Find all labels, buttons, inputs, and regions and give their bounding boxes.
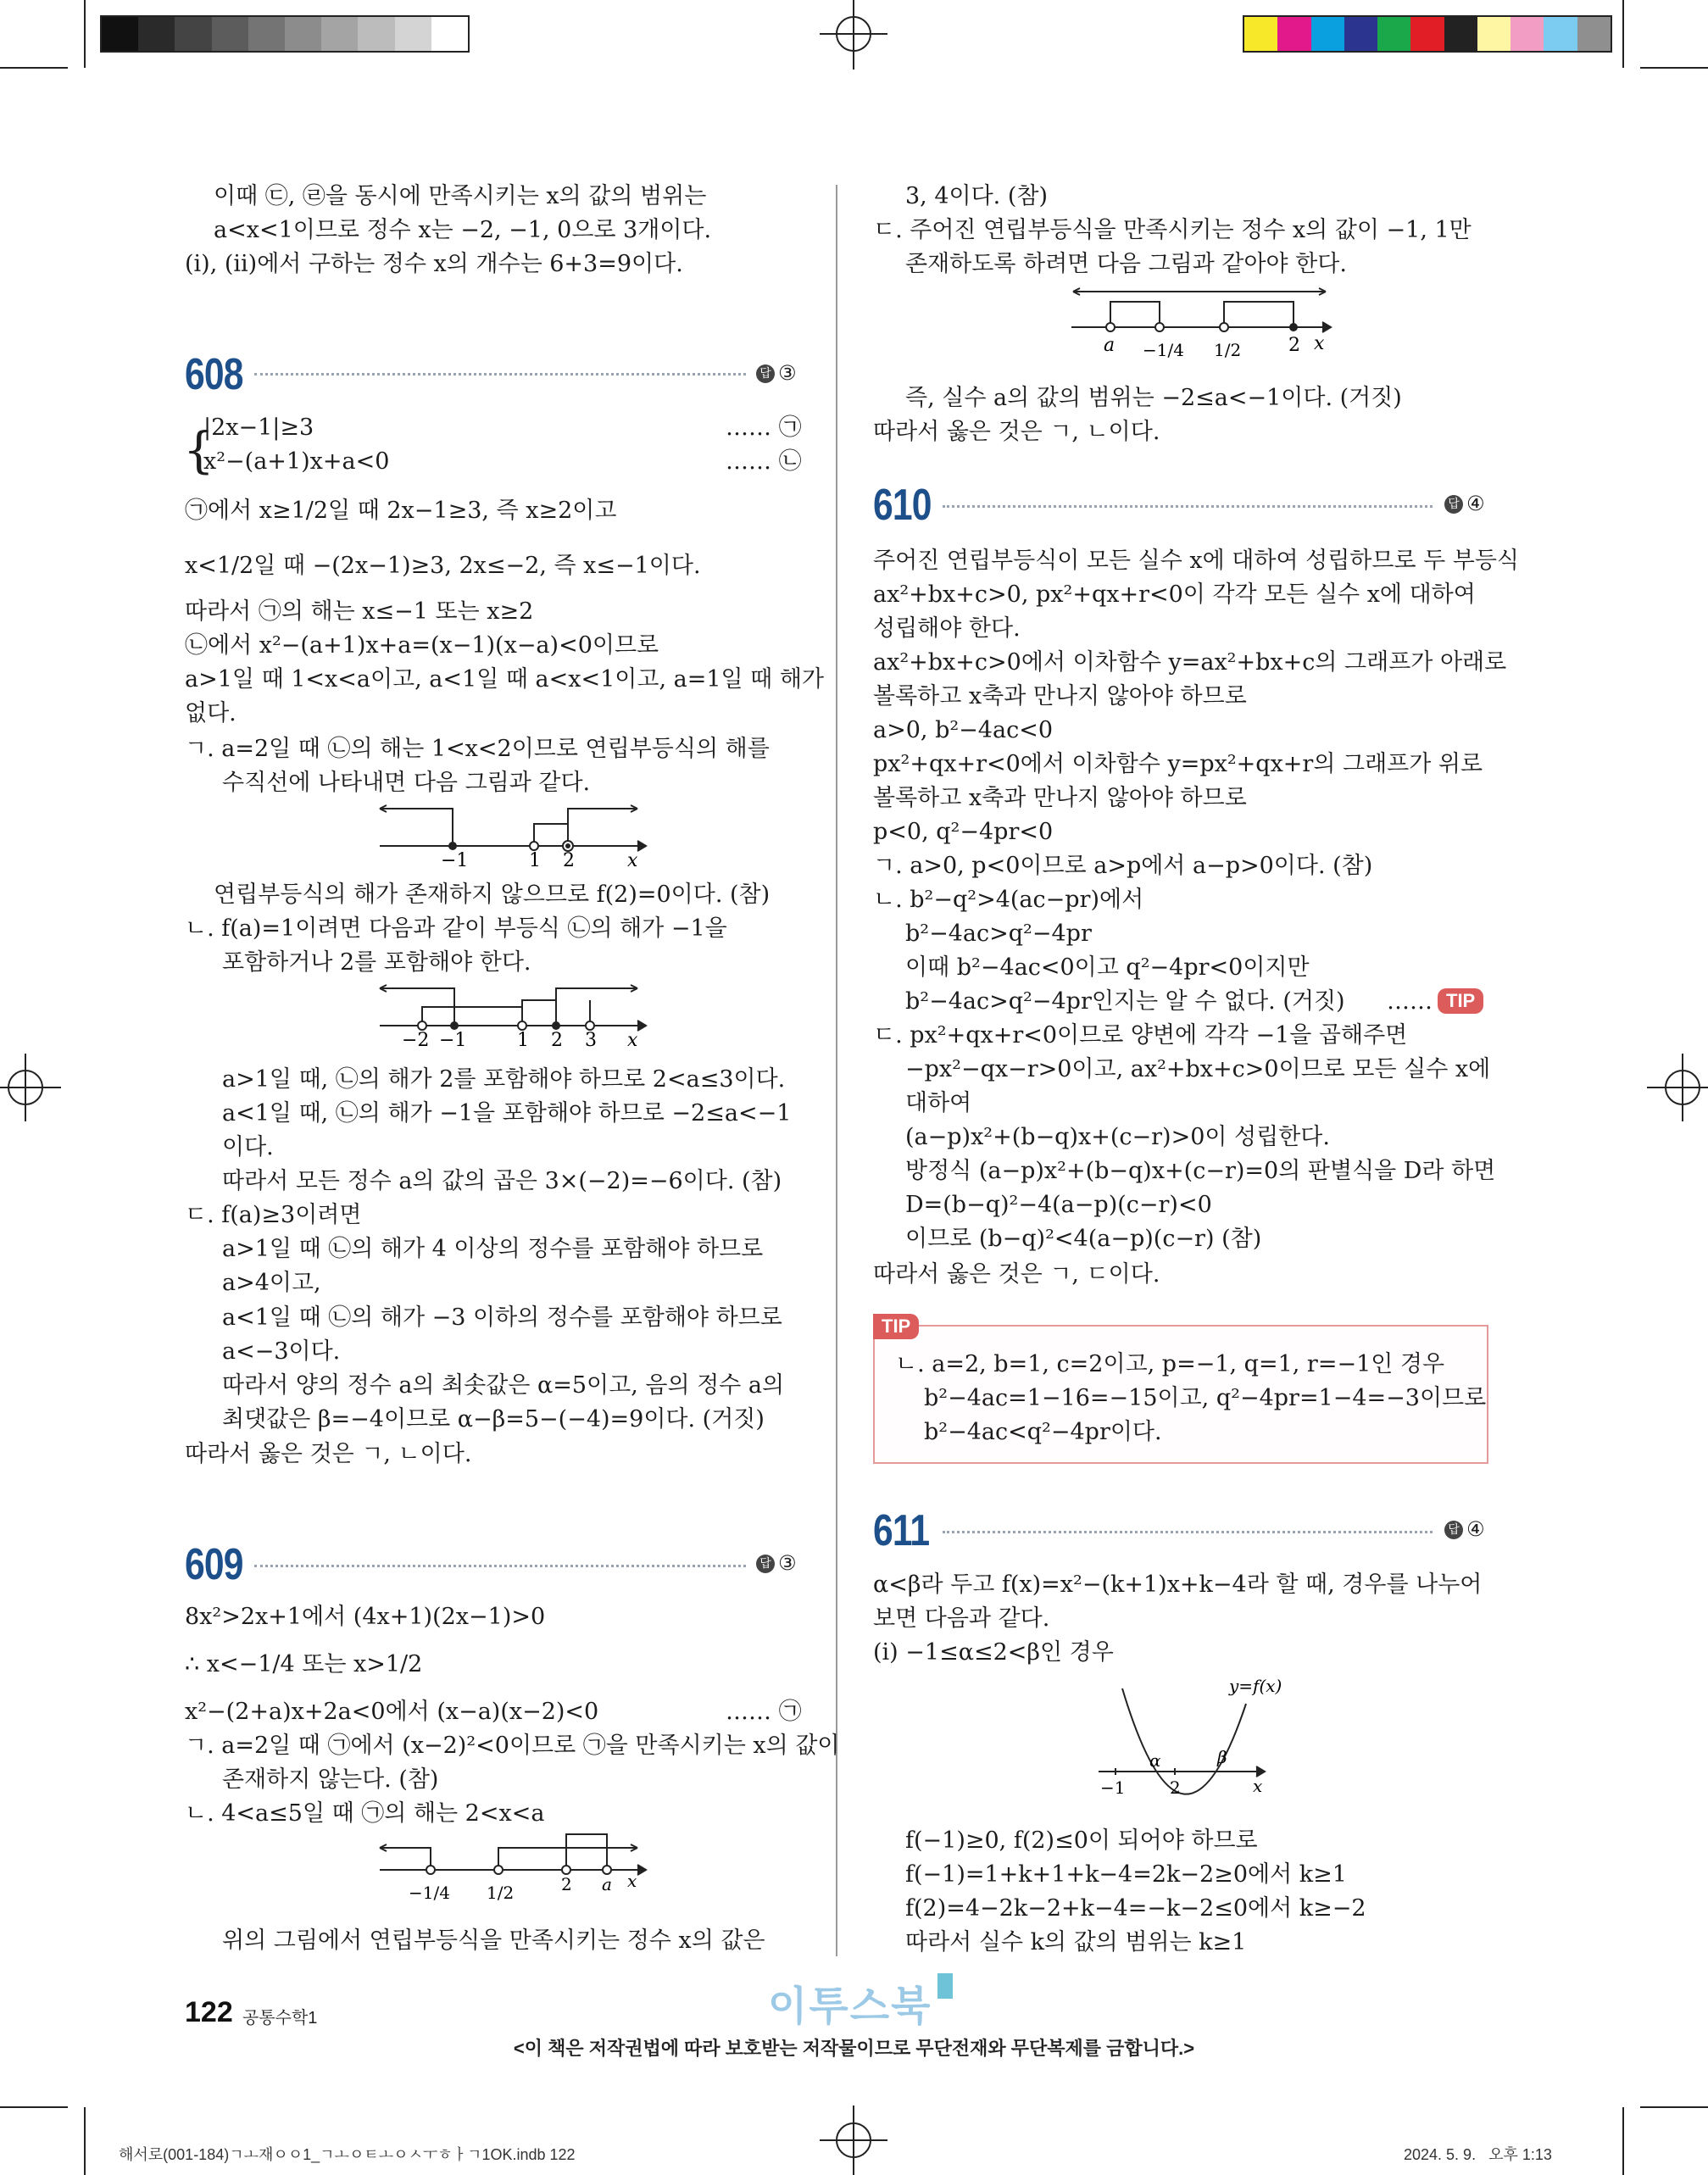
- solution-line: px²+qx+r<0에서 이차함수 y=px²+qx+r의 그래프가 위로: [873, 751, 1483, 777]
- tick-label: 1/2: [1214, 340, 1242, 360]
- solution-line: ㉡에서 x²−(a+1)x+a=(x−1)(x−a)<0이므로: [185, 632, 659, 659]
- logo-text: 이투스북: [768, 1984, 932, 2029]
- intro-line: 이때 ㉢, ㉣을 동시에 만족시키는 x의 값의 범위는: [214, 183, 707, 209]
- solution-line: 8x²>2x+1에서 (4x+1)(2x−1)>0: [185, 1604, 546, 1630]
- solution-line: f(−1)=1+k+1+k−4=2k−2≥0에서 k≥1: [905, 1861, 1347, 1888]
- parabola-graph: [1093, 1672, 1288, 1821]
- solution-line: 최댓값은 β=−4이므로 α−β=5−(−4)=9이다. (거짓): [222, 1406, 765, 1432]
- tick-label: −1/4: [1143, 340, 1184, 360]
- tick-label: 2: [563, 850, 575, 870]
- solution-line: ㄷ. f(a)≥3이려면: [185, 1202, 362, 1228]
- solution-line: ㉠에서 x≥1/2일 때 2x−1≥3, 즉 x≥2이고: [185, 498, 617, 524]
- problem-number-610: 610: [873, 481, 932, 530]
- solution-line: 볼록하고 x축과 만나지 않아야 하므로: [873, 683, 1247, 709]
- solution-line: a<−3이다.: [222, 1338, 341, 1365]
- solution-line: 따라서 옳은 것은 ㄱ, ㄴ이다.: [185, 1441, 472, 1467]
- tick-label: 3: [585, 1030, 597, 1049]
- answer-label-icon: 답: [1444, 495, 1463, 514]
- graph-label: 2: [1170, 1777, 1181, 1798]
- answer-value: ④: [1466, 492, 1485, 515]
- tip-line: ㄴ. a=2, b=1, c=2이고, p=−1, q=1, r=−1인 경우: [895, 1351, 1445, 1377]
- publisher-logo: [768, 1973, 953, 2032]
- solution-line: 따라서 양의 정수 a의 최솟값은 α=5이고, 음의 정수 a의: [222, 1372, 785, 1399]
- number-line-figure-609: [373, 1831, 653, 1916]
- solution-line: ax²+bx+c>0에서 이차함수 y=ax²+bx+c의 그래프가 아래로: [873, 649, 1507, 676]
- tick-label: 1: [529, 850, 541, 870]
- intro-line: a<x<1이므로 정수 x는 −2, −1, 0으로 3개이다.: [214, 217, 712, 243]
- tip-line: b²−4ac=1−16=−15이고, q²−4pr=1−4=−3이므로: [924, 1385, 1487, 1411]
- graph-label: α: [1149, 1750, 1161, 1771]
- answer-value: ③: [778, 1551, 797, 1575]
- solution-line: 따라서 옳은 것은 ㄱ, ㄷ이다.: [873, 1261, 1160, 1288]
- continued-line: 존재하도록 하려면 다음 그림과 같아야 한다.: [905, 251, 1347, 277]
- solution-line: 이다.: [222, 1134, 274, 1160]
- tip-marker: ……: [1387, 988, 1433, 1015]
- solution-line: x<1/2일 때 −(2x−1)≥3, 2x≤−2, 즉 x≤−1이다.: [185, 553, 701, 579]
- solution-line: b²−4ac>q²−4pr인지는 알 수 없다. (거짓): [905, 988, 1345, 1015]
- solution-line: 성립해야 한다.: [873, 615, 1021, 642]
- continued-line: 즉, 실수 a의 값의 범위는 −2≤a<−1이다. (거짓): [905, 385, 1402, 411]
- tick-label: a: [1104, 335, 1115, 356]
- header-dots: [254, 373, 746, 375]
- tick-label: −2: [402, 1030, 430, 1049]
- solution-line: 따라서 모든 정수 a의 값의 곱은 3×(−2)=−6이다. (참): [222, 1168, 782, 1194]
- answer-610: [1444, 492, 1485, 515]
- solution-line: a<1일 때, ㉡의 해가 −1을 포함해야 하므로 −2≤a<−1: [222, 1100, 792, 1126]
- solution-line: ∴ x<−1/4 또는 x>1/2: [185, 1651, 423, 1677]
- system-line: x²−(a+1)x+a<0: [203, 448, 390, 475]
- number-line-figure-1: [373, 802, 653, 870]
- number-line-figure-right: [1065, 283, 1344, 376]
- solution-line: a>0, b²−4ac<0: [873, 717, 1053, 743]
- solution-line: 보면 다음과 같다.: [873, 1605, 1050, 1632]
- solution-line: ㄴ. b²−q²>4(ac−pr)에서: [873, 887, 1144, 913]
- solution-line: ㄱ. a>0, p<0이므로 a>p에서 a−p>0이다. (참): [873, 853, 1373, 879]
- solution-line: −px²−qx−r>0이고, ax²+bx+c>0이므로 모든 실수 x에: [905, 1056, 1491, 1082]
- tick-label: x: [1314, 333, 1325, 354]
- tick-label: −1/4: [409, 1883, 450, 1903]
- solution-line: 존재하지 않는다. (참): [222, 1766, 439, 1793]
- solution-line: ㄱ. a=2일 때 ㉠에서 (x−2)²<0이므로 ㉠을 만족시키는 x의 값이: [185, 1733, 840, 1759]
- timestamp: 2024. 5. 9. 오후 1:13: [1404, 2146, 1552, 2163]
- solution-line: 주어진 연립부등식이 모든 실수 x에 대하여 성립하므로 두 부등식: [873, 548, 1520, 574]
- solution-line: 수직선에 나타내면 다음 그림과 같다.: [222, 770, 591, 796]
- graph-label: β: [1217, 1747, 1227, 1767]
- continued-line: 따라서 옳은 것은 ㄱ, ㄴ이다.: [873, 419, 1160, 445]
- answer-value: ④: [1466, 1517, 1485, 1541]
- solution-line: ㄷ. px²+qx+r<0이므로 양변에 각각 −1을 곱해주면: [873, 1022, 1408, 1049]
- marker: …… ㉠: [726, 414, 802, 441]
- solution-line: 연립부등식의 해가 존재하지 않으므로 f(2)=0이다. (참): [214, 882, 771, 908]
- solution-line: x²−(2+a)x+2a<0에서 (x−a)(x−2)<0: [185, 1699, 599, 1725]
- tip-badge: TIP: [1438, 988, 1483, 1014]
- solution-line: ㄴ. f(a)=1이려면 다음과 같이 부등식 ㉡의 해가 −1을: [185, 915, 727, 942]
- column-divider: [836, 185, 837, 1956]
- tip-box-label: TIP: [873, 1314, 919, 1339]
- tick-label: 2: [1288, 335, 1300, 356]
- problem-number-611: 611: [873, 1506, 930, 1555]
- number-line-figure-2: [373, 982, 653, 1049]
- header-dots: [943, 505, 1433, 508]
- solution-line: 방정식 (a−p)x²+(b−q)x+(c−r)=0의 판별식을 D라 하면: [905, 1158, 1496, 1184]
- solution-line: 이때 b²−4ac<0이고 q²−4pr<0이지만: [905, 954, 1310, 981]
- tick-label: 1/2: [487, 1883, 515, 1903]
- solution-line: a>1일 때, ㉡의 해가 2를 포함해야 하므로 2<a≤3이다.: [222, 1066, 786, 1093]
- brace-icon: {: [183, 421, 214, 479]
- solution-line: α<β라 두고 f(x)=x²−(k+1)x+k−4라 할 때, 경우를 나누어: [873, 1571, 1483, 1598]
- solution-line: ㄴ. 4<a≤5일 때 ㉠의 해는 2<x<a: [185, 1800, 545, 1827]
- solution-line: 대하여: [905, 1090, 972, 1116]
- answer-609: [756, 1551, 797, 1575]
- solution-line: f(−1)≥0, f(2)≤0이 되어야 하므로: [905, 1827, 1258, 1854]
- solution-line: (a−p)x²+(b−q)x+(c−r)>0이 성립한다.: [905, 1124, 1330, 1150]
- graph-label: y=f(x): [1229, 1676, 1282, 1696]
- solution-line: 위의 그림에서 연립부등식을 만족시키는 정수 x의 값은: [222, 1927, 765, 1954]
- problem-number-608: 608: [185, 350, 243, 399]
- tick-label: x: [627, 1030, 638, 1049]
- intro-line: (i), (ii)에서 구하는 정수 x의 개수는 6+3=9이다.: [185, 251, 683, 277]
- file-info: 해서로(001-184)ㄱㅗ재ㅇㅇ1_ㄱㅗㅇㅌㅗㅇㅅㅜㅎㅏㄱ1OK.indb 122: [119, 2146, 576, 2163]
- solution-line: 볼록하고 x축과 만나지 않아야 하므로: [873, 785, 1247, 811]
- solution-line: D=(b−q)²−4(a−p)(c−r)<0: [905, 1192, 1212, 1218]
- system-line: |2x−1|≥3: [203, 414, 314, 441]
- tick-label: −1: [441, 850, 469, 870]
- tick-label: a: [602, 1874, 612, 1894]
- solution-line: a>4이고,: [222, 1270, 321, 1296]
- tick-label: 1: [517, 1030, 529, 1049]
- book-title: 공통수학1: [242, 2009, 318, 2028]
- answer-value: ③: [778, 361, 797, 385]
- tip-line: b²−4ac<q²−4pr이다.: [924, 1419, 1162, 1445]
- header-dots: [254, 1565, 746, 1567]
- tick-label: 2: [551, 1030, 563, 1049]
- solution-line: 포함하거나 2를 포함해야 한다.: [222, 949, 531, 976]
- answer-label-icon: 답: [1444, 1521, 1463, 1539]
- solution-line: 이므로 (b−q)²<4(a−p)(c−r) (참): [905, 1226, 1262, 1252]
- solution-line: ax²+bx+c>0, px²+qx+r<0이 각각 모든 실수 x에 대하여: [873, 581, 1476, 608]
- problem-number-609: 609: [185, 1540, 243, 1589]
- continued-line: ㄷ. 주어진 연립부등식을 만족시키는 정수 x의 값이 −1, 1만: [873, 217, 1472, 243]
- copyright-notice: <이 책은 저작권법에 따라 보호받는 저작물이므로 무단전재와 무단복제를 금합니다.>: [513, 2038, 1195, 2059]
- answer-label-icon: 답: [756, 364, 775, 383]
- answer-608: [756, 361, 797, 385]
- solution-line: a<1일 때 ㉡의 해가 −3 이하의 정수를 포함해야 하므로: [222, 1304, 782, 1331]
- graph-label: x: [1253, 1776, 1263, 1796]
- header-dots: [943, 1531, 1433, 1533]
- graph-label: −1: [1100, 1777, 1126, 1798]
- solution-line: b²−4ac>q²−4pr: [905, 921, 1092, 947]
- tick-label: 2: [561, 1874, 572, 1894]
- solution-line: ㄱ. a=2일 때 ㉡의 해는 1<x<2이므로 연립부등식의 해를: [185, 736, 770, 762]
- solution-line: a>1일 때 ㉡의 해가 4 이상의 정수를 포함해야 하므로: [222, 1236, 764, 1262]
- tick-label: x: [627, 850, 638, 870]
- solution-line: 따라서 ㉠의 해는 x≤−1 또는 x≥2: [185, 598, 534, 625]
- solution-line: 따라서 실수 k의 값의 범위는 k≥1: [905, 1929, 1247, 1955]
- answer-611: [1444, 1517, 1485, 1541]
- marker: …… ㉡: [726, 448, 802, 475]
- solution-line: 없다.: [185, 700, 236, 726]
- tick-label: x: [627, 1871, 637, 1891]
- page-number: 122: [185, 1996, 233, 2028]
- solution-line: p<0, q²−4pr<0: [873, 819, 1054, 845]
- continued-line: 3, 4이다. (참): [905, 183, 1048, 209]
- solution-line: (i) −1≤α≤2<β인 경우: [873, 1639, 1114, 1666]
- answer-label-icon: 답: [756, 1555, 775, 1573]
- book-icon: [937, 1973, 953, 1999]
- solution-line: f(2)=4−2k−2+k−4=−k−2≤0에서 k≥−2: [905, 1895, 1366, 1922]
- marker: …… ㉠: [726, 1699, 802, 1725]
- tick-label: −1: [439, 1030, 467, 1049]
- solution-line: a>1일 때 1<x<a이고, a<1일 때 a<x<1이고, a=1일 때 해가: [185, 666, 825, 693]
